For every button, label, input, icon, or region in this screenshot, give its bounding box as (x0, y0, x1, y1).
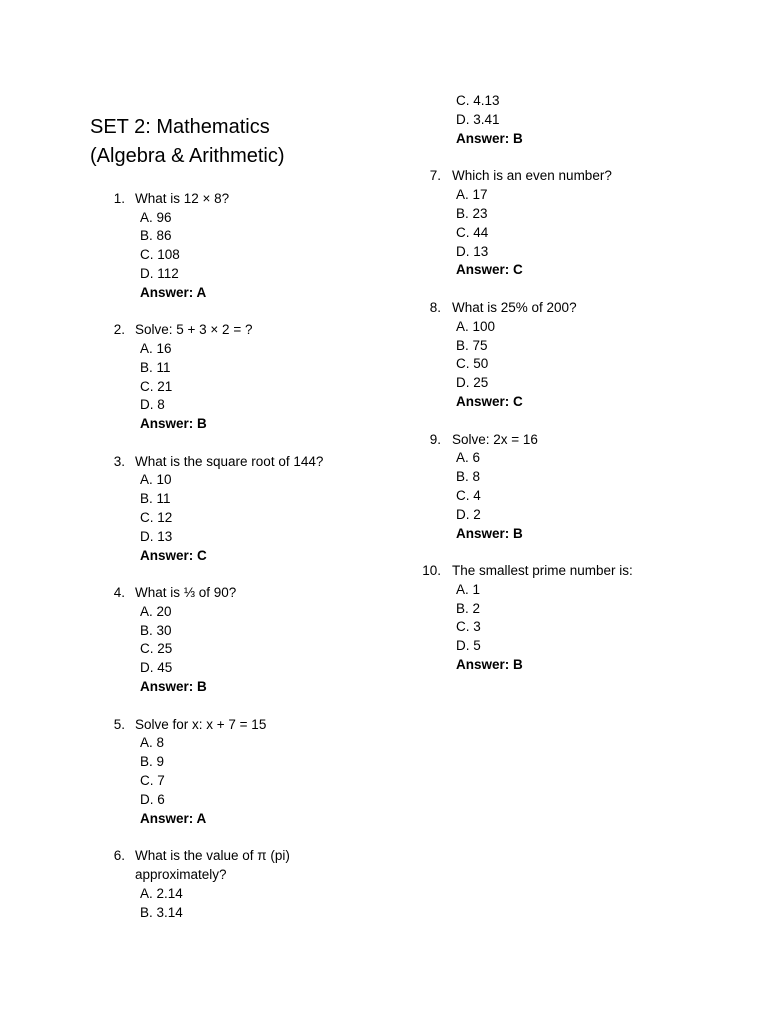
option-d: D. 112 (140, 266, 179, 281)
option-b: B. 11 (140, 360, 171, 375)
option-c: C. 4 (456, 488, 481, 503)
answer: Answer: B (456, 657, 523, 672)
answer: Answer: B (140, 679, 207, 694)
option-c: C. 12 (140, 510, 173, 525)
question-text: Which is an even number? (452, 168, 612, 183)
option-b: B. 86 (140, 228, 172, 243)
question-number: 1. (113, 191, 125, 206)
question-number: 10. (422, 563, 441, 578)
option-a: A. 2.14 (140, 886, 183, 901)
question-number: 4. (113, 585, 125, 600)
option-d: D. 25 (456, 375, 489, 390)
option-c: C. 25 (140, 641, 173, 656)
option-b: B. 2 (456, 601, 481, 616)
question-text: Solve: 5 + 3 × 2 = ? (135, 322, 253, 337)
title-line-2: (Algebra & Arithmetic) (90, 145, 285, 167)
page-title (90, 113, 390, 171)
option-a: A. 96 (140, 210, 172, 225)
option-c: C. 7 (140, 773, 165, 788)
question-number: 2. (113, 322, 125, 337)
option-c: C. 44 (456, 225, 489, 240)
answer: Answer: A (140, 811, 207, 826)
option-b: B. 9 (140, 754, 165, 769)
question-text: The smallest prime number is: (452, 563, 633, 578)
option-b: B. 23 (456, 206, 488, 221)
question-text: Solve: 2x = 16 (452, 432, 538, 447)
option-a: A. 8 (140, 735, 165, 750)
option-a: A. 17 (456, 187, 488, 202)
option-d: D. 45 (140, 660, 173, 675)
option-c: C. 3 (456, 619, 481, 634)
question-text: What is ⅓ of 90? (135, 585, 237, 600)
answer: Answer: C (456, 262, 523, 277)
option-c: C. 50 (456, 356, 489, 371)
option-b: B. 3.14 (140, 905, 183, 920)
question-number: 5. (113, 717, 125, 732)
option-d: D. 13 (140, 529, 173, 544)
option-d: D. 6 (140, 792, 165, 807)
option-d: D. 8 (140, 397, 165, 412)
option-d: D. 13 (456, 244, 489, 259)
option-c: C. 108 (140, 247, 180, 262)
answer: Answer: B (140, 416, 207, 431)
question-text: What is 25% of 200? (452, 300, 577, 315)
question-number: 6. (113, 848, 125, 863)
question-text: What is the square root of 144? (135, 454, 324, 469)
answer: Answer: B (456, 526, 523, 541)
option-c: C. 21 (140, 379, 173, 394)
option-a: A. 6 (456, 450, 481, 465)
option-d: D. 5 (456, 638, 481, 653)
question-text: Solve for x: x + 7 = 15 (135, 717, 267, 732)
question-text: What is 12 × 8? (135, 191, 230, 206)
option-a: A. 100 (456, 319, 496, 334)
option-a: A. 10 (140, 472, 172, 487)
answer: Answer: C (140, 548, 207, 563)
option-d: D. 2 (456, 507, 481, 522)
question-number: 9. (429, 432, 441, 447)
option-c: C. 4.13 (456, 93, 500, 108)
option-b: B. 30 (140, 623, 172, 638)
title-line-1: SET 2: Mathematics (90, 116, 270, 138)
answer: Answer: C (456, 394, 523, 409)
question-number: 7. (429, 168, 441, 183)
option-b: B. 11 (140, 491, 171, 506)
option-a: A. 16 (140, 341, 172, 356)
option-d: D. 3.41 (456, 112, 500, 127)
option-a: A. 20 (140, 604, 172, 619)
question-text-line-2: approximately? (135, 867, 227, 882)
question-number: 3. (113, 454, 125, 469)
option-a: A. 1 (456, 582, 481, 597)
answer: Answer: B (456, 131, 523, 146)
question-text-line-1: What is the value of π (pi) (135, 848, 290, 863)
question-number: 8. (429, 300, 441, 315)
answer: Answer: A (140, 285, 207, 300)
option-b: B. 75 (456, 338, 488, 353)
option-b: B. 8 (456, 469, 481, 484)
